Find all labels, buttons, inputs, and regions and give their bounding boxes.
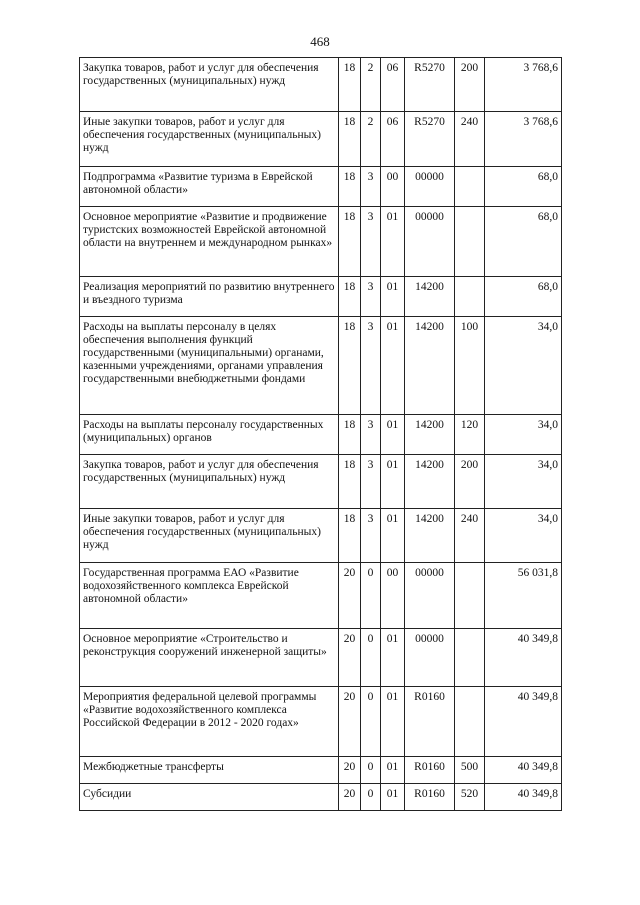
row-code-e (455, 563, 485, 629)
budget-table (79, 57, 562, 811)
row-name: Подпрограмма «Развитие туризма в Еврейской автономной области» (80, 167, 339, 207)
row-sum: 3 768,6 (485, 112, 562, 167)
row-code-e (455, 207, 485, 277)
row-name: Государственная программа ЕАО «Развитие водохозяйственного комплекса Еврейской автономной области» (80, 563, 339, 629)
row-code-d: R0160 (405, 784, 455, 811)
page-number: 468 (310, 34, 330, 49)
table-row (80, 455, 562, 509)
row-code-a: 18 (339, 509, 361, 563)
row-code-d: R5270 (405, 112, 455, 167)
row-code-a: 20 (339, 687, 361, 757)
table-row (80, 277, 562, 317)
row-code-a: 20 (339, 563, 361, 629)
row-code-e: 120 (455, 415, 485, 455)
row-sum: 34,0 (485, 455, 562, 509)
row-code-c: 00 (381, 563, 405, 629)
row-code-b: 3 (361, 207, 381, 277)
row-name: Расходы на выплаты персоналу в целях обеспечения выполнения функций государственными (муниципальными) органами, казенными учреждениями, органами управления государственными внебюджетными фондами (80, 317, 339, 415)
row-code-b: 0 (361, 687, 381, 757)
row-code-b: 0 (361, 757, 381, 784)
row-code-c: 01 (381, 277, 405, 317)
row-code-e (455, 167, 485, 207)
row-code-a: 20 (339, 757, 361, 784)
row-sum: 56 031,8 (485, 563, 562, 629)
row-code-c: 01 (381, 784, 405, 811)
row-code-d: R0160 (405, 687, 455, 757)
row-code-c: 01 (381, 687, 405, 757)
row-name: Закупка товаров, работ и услуг для обеспечения государственных (муниципальных) нужд (80, 58, 339, 112)
row-code-e: 100 (455, 317, 485, 415)
row-code-e: 240 (455, 112, 485, 167)
row-sum: 34,0 (485, 415, 562, 455)
row-sum: 40 349,8 (485, 687, 562, 757)
row-name: Иные закупки товаров, работ и услуг для обеспечения государственных (муниципальных) нужд (80, 112, 339, 167)
row-code-b: 3 (361, 277, 381, 317)
row-code-b: 3 (361, 167, 381, 207)
row-code-c: 01 (381, 629, 405, 687)
row-code-b: 3 (361, 509, 381, 563)
row-name: Закупка товаров, работ и услуг для обеспечения государственных (муниципальных) нужд (80, 455, 339, 509)
table-row (80, 687, 562, 757)
table-row (80, 509, 562, 563)
table-row (80, 58, 562, 112)
row-code-d: 00000 (405, 167, 455, 207)
row-name: Межбюджетные трансферты (80, 757, 339, 784)
row-code-e (455, 629, 485, 687)
row-code-d: R5270 (405, 58, 455, 112)
table-row (80, 167, 562, 207)
row-code-d: R0160 (405, 757, 455, 784)
row-code-b: 2 (361, 112, 381, 167)
row-sum: 34,0 (485, 317, 562, 415)
row-code-c: 01 (381, 509, 405, 563)
row-code-b: 3 (361, 455, 381, 509)
row-sum: 3 768,6 (485, 58, 562, 112)
row-sum: 68,0 (485, 167, 562, 207)
row-code-c: 06 (381, 112, 405, 167)
row-code-b: 3 (361, 415, 381, 455)
row-code-a: 18 (339, 455, 361, 509)
row-code-e: 240 (455, 509, 485, 563)
row-code-a: 20 (339, 784, 361, 811)
row-code-d: 00000 (405, 207, 455, 277)
row-code-a: 20 (339, 629, 361, 687)
row-name: Субсидии (80, 784, 339, 811)
row-code-e: 200 (455, 455, 485, 509)
row-code-c: 01 (381, 317, 405, 415)
row-code-a: 18 (339, 167, 361, 207)
row-sum: 34,0 (485, 509, 562, 563)
row-code-b: 0 (361, 784, 381, 811)
row-code-b: 3 (361, 317, 381, 415)
row-code-d: 14200 (405, 455, 455, 509)
row-code-e (455, 687, 485, 757)
row-code-a: 18 (339, 58, 361, 112)
table-row (80, 112, 562, 167)
row-code-a: 18 (339, 415, 361, 455)
row-code-d: 14200 (405, 415, 455, 455)
row-code-b: 2 (361, 58, 381, 112)
table-row (80, 207, 562, 277)
row-code-e: 200 (455, 58, 485, 112)
row-name: Основное мероприятие «Развитие и продвижение туристских возможностей Еврейской автономной области на внутреннем и международном рынках» (80, 207, 339, 277)
table-row (80, 757, 562, 784)
row-code-d: 00000 (405, 563, 455, 629)
table-row (80, 317, 562, 415)
row-name: Мероприятия федеральной целевой программы «Развитие водохозяйственного комплекса Российской Федерации в 2012 - 2020 годах» (80, 687, 339, 757)
row-code-a: 18 (339, 317, 361, 415)
row-sum: 40 349,8 (485, 629, 562, 687)
row-code-d: 14200 (405, 317, 455, 415)
row-code-c: 01 (381, 207, 405, 277)
row-code-e: 500 (455, 757, 485, 784)
table-row (80, 415, 562, 455)
row-sum: 40 349,8 (485, 784, 562, 811)
row-code-c: 00 (381, 167, 405, 207)
row-name: Расходы на выплаты персоналу государственных (муниципальных) органов (80, 415, 339, 455)
row-name: Основное мероприятие «Строительство и реконструкция сооружений инженерной защиты» (80, 629, 339, 687)
row-name: Иные закупки товаров, работ и услуг для обеспечения государственных (муниципальных) нужд (80, 509, 339, 563)
row-code-b: 0 (361, 563, 381, 629)
row-code-d: 00000 (405, 629, 455, 687)
row-code-c: 01 (381, 757, 405, 784)
table-row (80, 784, 562, 811)
row-code-b: 0 (361, 629, 381, 687)
row-code-d: 14200 (405, 509, 455, 563)
row-code-c: 01 (381, 415, 405, 455)
row-sum: 68,0 (485, 207, 562, 277)
row-code-e (455, 277, 485, 317)
row-code-c: 06 (381, 58, 405, 112)
table-row (80, 563, 562, 629)
row-code-a: 18 (339, 207, 361, 277)
row-code-c: 01 (381, 455, 405, 509)
row-sum: 40 349,8 (485, 757, 562, 784)
row-code-a: 18 (339, 112, 361, 167)
row-sum: 68,0 (485, 277, 562, 317)
row-name: Реализация мероприятий по развитию внутреннего и въездного туризма (80, 277, 339, 317)
table-row (80, 629, 562, 687)
row-code-d: 14200 (405, 277, 455, 317)
row-code-a: 18 (339, 277, 361, 317)
row-code-e: 520 (455, 784, 485, 811)
